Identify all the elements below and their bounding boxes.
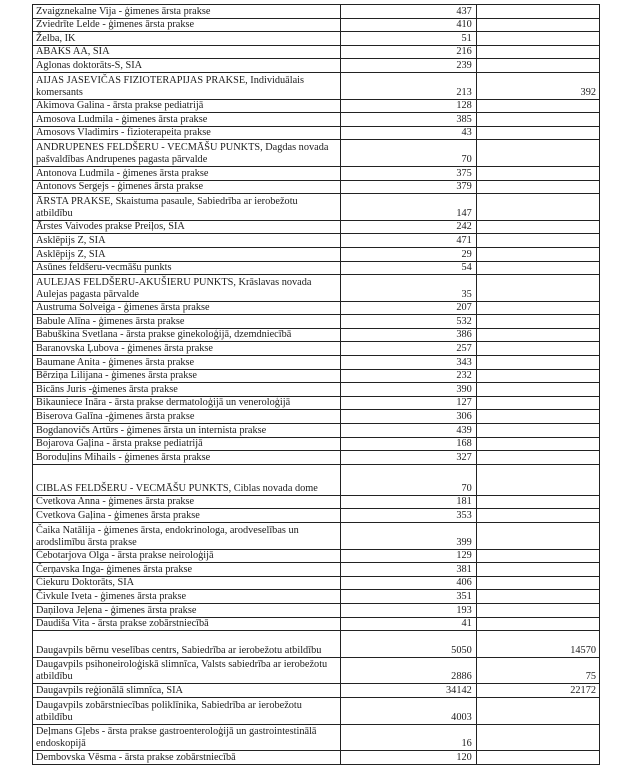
value-cell-2: [476, 751, 599, 765]
value-cell-2: [476, 301, 599, 315]
table-row: [33, 234, 600, 248]
practice-name-cell: AIJAS JASEVIČAS FIZIOTERAPIJAS PRAKSE, Individuālais komersants: [33, 72, 341, 99]
value-cell-1: 41: [340, 617, 476, 631]
table-row: [33, 631, 600, 658]
value-cell-1: 439: [340, 424, 476, 438]
value-cell-1: 239: [340, 59, 476, 73]
value-cell-2: [476, 59, 599, 73]
value-cell-2: [476, 549, 599, 563]
value-cell-2: [476, 32, 599, 46]
table-row: [33, 275, 600, 302]
value-cell-2: [476, 126, 599, 140]
value-cell-2: [476, 166, 599, 180]
value-cell-2: [476, 5, 599, 19]
value-cell-1: 375: [340, 166, 476, 180]
practice-name-cell: Bērziņa Lilijana - ģimenes ārsta prakse: [33, 369, 341, 383]
value-cell-2: 14570: [476, 631, 599, 658]
table-row: [33, 261, 600, 275]
practice-name-cell: Cvetkova Gaļina - ģimenes ārsta prakse: [33, 509, 341, 523]
report-sheet: [32, 4, 600, 765]
value-cell-1: 406: [340, 576, 476, 590]
table-row: [33, 509, 600, 523]
table-row: [33, 563, 600, 577]
practice-name-cell: Čiekuru Doktorāts, SIA: [33, 576, 341, 590]
value-cell-2: [476, 590, 599, 604]
value-cell-1: 147: [340, 194, 476, 221]
value-cell-1: 2886: [340, 657, 476, 684]
value-cell-1: 4003: [340, 697, 476, 724]
value-cell-1: 5050: [340, 631, 476, 658]
value-cell-2: 22172: [476, 684, 599, 698]
practice-name-cell: Daugavpils psihoneiroloģiskā slimnīca, Valsts sabiedrība ar ierobežotu atbildību: [33, 657, 341, 684]
value-cell-1: 532: [340, 315, 476, 329]
practice-name-cell: Amosova Ludmila - ģimenes ārsta prakse: [33, 113, 341, 127]
value-cell-2: [476, 315, 599, 329]
value-cell-2: [476, 724, 599, 751]
practice-name-cell: Babule Alīna - ģimenes ārsta prakse: [33, 315, 341, 329]
value-cell-2: [476, 234, 599, 248]
value-cell-2: [476, 437, 599, 451]
value-cell-2: [476, 563, 599, 577]
value-cell-2: [476, 424, 599, 438]
value-cell-1: 216: [340, 45, 476, 59]
practice-name-cell: Dembovska Vēsma - ārsta prakse zobārstniecībā: [33, 751, 341, 765]
value-cell-2: [476, 383, 599, 397]
value-cell-1: 343: [340, 356, 476, 370]
value-cell-2: [476, 410, 599, 424]
practice-name-cell: Daugavpils bērnu veselības centrs, Sabiedrība ar ierobežotu atbildību: [33, 631, 341, 658]
practice-name-cell: Bojarova Gaļina - ārsta prakse pediatrijā: [33, 437, 341, 451]
value-cell-1: 193: [340, 603, 476, 617]
value-cell-2: [476, 342, 599, 356]
value-cell-2: [476, 194, 599, 221]
table-row: [33, 194, 600, 221]
value-cell-2: [476, 18, 599, 32]
practice-name-cell: Daņilova Jeļena - ģimenes ārsta prakse: [33, 603, 341, 617]
table-row: [33, 166, 600, 180]
table-row: [33, 383, 600, 397]
value-cell-1: 120: [340, 751, 476, 765]
value-cell-2: [476, 697, 599, 724]
table-row: [33, 342, 600, 356]
practice-name-cell: Akimova Galina - ārsta prakse pediatrijā: [33, 99, 341, 113]
table-row: [33, 126, 600, 140]
value-cell-1: 127: [340, 396, 476, 410]
practice-name-cell: Želba, IK: [33, 32, 341, 46]
value-cell-1: 399: [340, 523, 476, 550]
table-row: [33, 396, 600, 410]
practice-name-cell: Zviedrīte Lelde - ģimenes ārsta prakse: [33, 18, 341, 32]
value-cell-1: 70: [340, 140, 476, 167]
table-row: [33, 356, 600, 370]
table-row: [33, 220, 600, 234]
value-cell-2: [476, 523, 599, 550]
practice-name-cell: Austruma Solveiga - ģimenes ārsta prakse: [33, 301, 341, 315]
value-cell-1: 70: [340, 464, 476, 495]
value-cell-2: [476, 396, 599, 410]
value-cell-2: [476, 45, 599, 59]
value-cell-1: 207: [340, 301, 476, 315]
table-row: [33, 549, 600, 563]
table-row: [33, 45, 600, 59]
practice-name-cell: Daugavpils zobārstniecības poliklīnika, Sabiedrība ar ierobežotu atbildību: [33, 697, 341, 724]
value-cell-1: 471: [340, 234, 476, 248]
value-cell-1: 213: [340, 72, 476, 99]
value-cell-1: 51: [340, 32, 476, 46]
value-cell-1: 257: [340, 342, 476, 356]
value-cell-1: 381: [340, 563, 476, 577]
value-cell-2: [476, 275, 599, 302]
value-cell-2: [476, 99, 599, 113]
practice-name-cell: Bogdanovičs Artūrs - ģimenes ārsta un internista prakse: [33, 424, 341, 438]
table-row: [33, 113, 600, 127]
table-row: [33, 99, 600, 113]
table-row: [33, 523, 600, 550]
value-cell-1: 232: [340, 369, 476, 383]
value-cell-2: [476, 220, 599, 234]
value-cell-1: 34142: [340, 684, 476, 698]
table-row: [33, 495, 600, 509]
practice-name-cell: Čaika Natālija - ģimenes ārsta, endokrinologa, arodveselības un arodslimību ārsta prakse: [33, 523, 341, 550]
value-cell-2: [476, 328, 599, 342]
practice-name-cell: Daugavpils reģionālā slimnīca, SIA: [33, 684, 341, 698]
practice-name-cell: Baranovska Ļubova - ģimenes ārsta prakse: [33, 342, 341, 356]
value-cell-2: [476, 495, 599, 509]
value-cell-1: 437: [340, 5, 476, 19]
table-row: [33, 590, 600, 604]
table-row: [33, 32, 600, 46]
table-row: [33, 697, 600, 724]
value-cell-1: 327: [340, 451, 476, 465]
value-cell-2: [476, 261, 599, 275]
table-row: [33, 328, 600, 342]
practice-name-cell: AULEJAS FELDŠERU-AKUŠIERU PUNKTS, Krāslavas novada Aulejas pagasta pārvalde: [33, 275, 341, 302]
table-row: [33, 59, 600, 73]
table-row: [33, 180, 600, 194]
value-cell-2: [476, 617, 599, 631]
value-cell-1: 351: [340, 590, 476, 604]
table-row: [33, 5, 600, 19]
practice-table-body: [33, 5, 600, 765]
value-cell-1: 379: [340, 180, 476, 194]
value-cell-1: 129: [340, 549, 476, 563]
practice-name-cell: Antonova Ludmila - ģimenes ārsta prakse: [33, 166, 341, 180]
practice-name-cell: Antonovs Sergejs - ģimenes ārsta prakse: [33, 180, 341, 194]
table-row: [33, 451, 600, 465]
table-row: [33, 301, 600, 315]
table-row: [33, 617, 600, 631]
value-cell-1: 385: [340, 113, 476, 127]
practice-name-cell: ĀRSTA PRAKSE, Skaistuma pasaule, Sabiedrība ar ierobežotu atbildību: [33, 194, 341, 221]
table-row: [33, 751, 600, 765]
practice-name-cell: Biserova Galīna -ģimenes ārsta prakse: [33, 410, 341, 424]
practice-name-cell: Cvetkova Anna - ģimenes ārsta prakse: [33, 495, 341, 509]
value-cell-1: 35: [340, 275, 476, 302]
value-cell-2: [476, 113, 599, 127]
value-cell-1: 54: [340, 261, 476, 275]
practice-name-cell: Baumane Anita - ģimenes ārsta prakse: [33, 356, 341, 370]
value-cell-1: 43: [340, 126, 476, 140]
table-row: [33, 140, 600, 167]
practice-name-cell: Amosovs Vladimirs - fizioterapeita prakse: [33, 126, 341, 140]
practice-name-cell: Asklēpijs Z, SIA: [33, 234, 341, 248]
value-cell-1: 29: [340, 247, 476, 261]
value-cell-1: 168: [340, 437, 476, 451]
value-cell-1: 16: [340, 724, 476, 751]
table-row: [33, 18, 600, 32]
practice-name-cell: Babuškina Svetlana - ārsta prakse ginekoloģijā, dzemdniecībā: [33, 328, 341, 342]
practice-name-cell: Zvaigznekalne Vija - ģimenes ārsta prakse: [33, 5, 341, 19]
value-cell-1: 390: [340, 383, 476, 397]
value-cell-2: 392: [476, 72, 599, 99]
table-row: [33, 437, 600, 451]
practice-name-cell: Čebotarjova Olga - ārsta prakse neiroloģijā: [33, 549, 341, 563]
table-row: [33, 369, 600, 383]
practice-name-cell: ANDRUPENES FELDŠERU - VECMĀŠU PUNKTS, Dagdas novada pašvaldības Andrupenes pagasta pārvalde: [33, 140, 341, 167]
value-cell-2: 75: [476, 657, 599, 684]
table-row: [33, 576, 600, 590]
value-cell-1: 128: [340, 99, 476, 113]
table-row: [33, 247, 600, 261]
value-cell-1: 353: [340, 509, 476, 523]
practice-table: [32, 4, 600, 765]
table-row: [33, 72, 600, 99]
value-cell-2: [476, 140, 599, 167]
value-cell-1: 306: [340, 410, 476, 424]
table-row: [33, 603, 600, 617]
table-row: [33, 410, 600, 424]
practice-name-cell: Čerņavska Inga- ģimenes ārsta prakse: [33, 563, 341, 577]
value-cell-2: [476, 576, 599, 590]
value-cell-2: [476, 247, 599, 261]
practice-name-cell: Bicāns Juris -ģimenes ārsta prakse: [33, 383, 341, 397]
value-cell-2: [476, 603, 599, 617]
practice-name-cell: Daudiša Vita - ārsta prakse zobārstniecībā: [33, 617, 341, 631]
value-cell-2: [476, 451, 599, 465]
practice-name-cell: CIBLAS FELDŠERU - VECMĀŠU PUNKTS, Ciblas novada dome: [33, 464, 341, 495]
table-row: [33, 724, 600, 751]
practice-name-cell: Čivkule Iveta - ģimenes ārsta prakse: [33, 590, 341, 604]
value-cell-2: [476, 180, 599, 194]
value-cell-2: [476, 509, 599, 523]
table-row: [33, 315, 600, 329]
practice-name-cell: Boroduļins Mihails - ģimenes ārsta prakse: [33, 451, 341, 465]
practice-name-cell: Asklēpijs Z, SIA: [33, 247, 341, 261]
value-cell-2: [476, 369, 599, 383]
value-cell-1: 410: [340, 18, 476, 32]
table-row: [33, 464, 600, 495]
table-row: [33, 657, 600, 684]
practice-name-cell: Asūnes feldšeru-vecmāšu punkts: [33, 261, 341, 275]
table-row: [33, 684, 600, 698]
value-cell-1: 386: [340, 328, 476, 342]
practice-name-cell: ABAKS AA, SIA: [33, 45, 341, 59]
value-cell-1: 242: [340, 220, 476, 234]
value-cell-2: [476, 356, 599, 370]
table-row: [33, 424, 600, 438]
value-cell-1: 181: [340, 495, 476, 509]
practice-name-cell: Bikauniece Ināra - ārsta prakse dermatoloģijā un veneroloģijā: [33, 396, 341, 410]
practice-name-cell: Ārstes Vaivodes prakse Preiļos, SIA: [33, 220, 341, 234]
practice-name-cell: Aglonas doktorāts-S, SIA: [33, 59, 341, 73]
value-cell-2: [476, 464, 599, 495]
practice-name-cell: Deļmans Gļebs - ārsta prakse gastroenteroloģijā un gastrointestinālā endoskopijā: [33, 724, 341, 751]
